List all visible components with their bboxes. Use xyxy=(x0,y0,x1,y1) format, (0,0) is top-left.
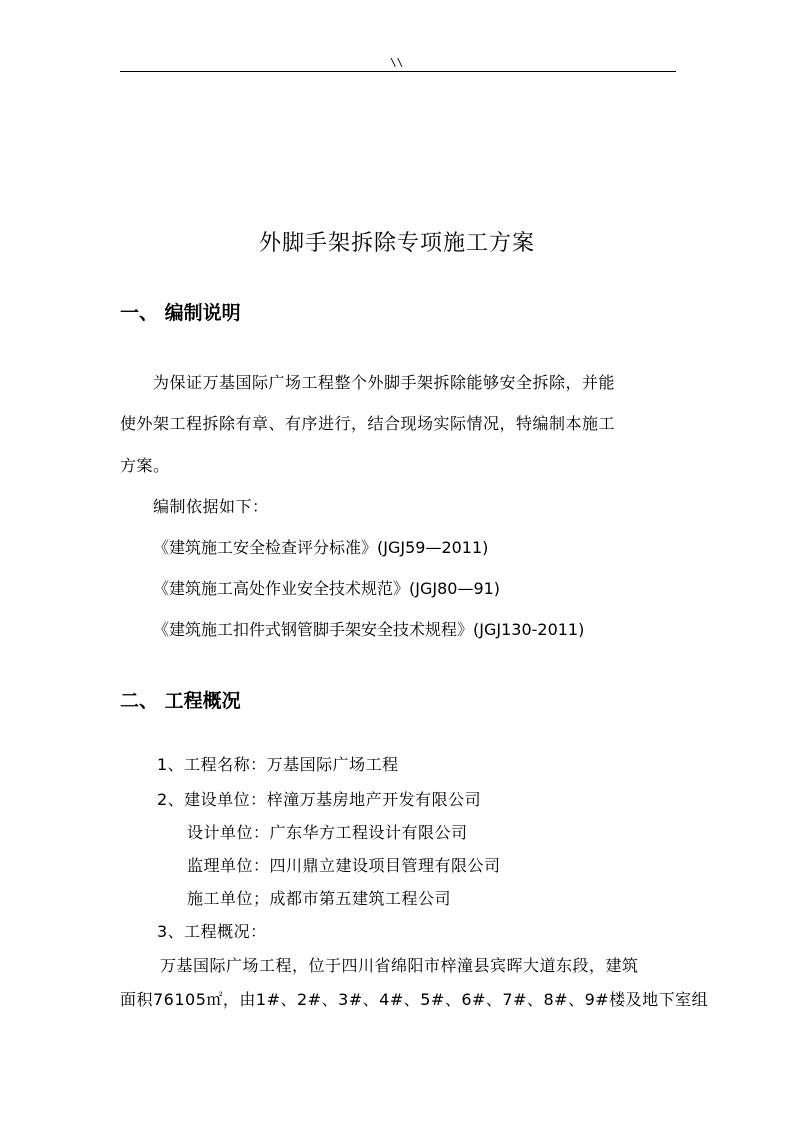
project-info-item: 3、工程概况： xyxy=(157,922,267,941)
project-info-item: 监理单位：四川鼎立建设项目管理有限公司 xyxy=(187,856,501,875)
overview-line: 万基国际广场工程，位于四川省绵阳市梓潼县宾晖大道东段，建筑 xyxy=(160,956,639,975)
project-info-item: 设计单位：广东华方工程设计有限公司 xyxy=(187,823,468,842)
reference-item: 《建筑施工扣件式钢管脚手架安全技术规程》(JGJ130-2011) xyxy=(153,620,585,639)
basis-intro: 编制依据如下： xyxy=(153,497,269,516)
reference-item: 《建筑施工安全检查评分标准》(JGJ59—2011) xyxy=(153,538,489,557)
section-1-paragraph-line: 使外架工程拆除有章、有序进行，结合现场实际情况，特编制本施工 xyxy=(120,414,616,433)
overview-line: 面积76105㎡，由1#、2#、3#、4#、5#、6#、7#、8#、9#楼及地下室组 xyxy=(120,990,709,1009)
section-1-paragraph-line: 方案。 xyxy=(120,456,170,475)
project-info-item: 1、工程名称：万基国际广场工程 xyxy=(157,755,399,774)
project-info-item: 施工单位；成都市第五建筑工程公司 xyxy=(187,889,452,908)
section-1-paragraph-line: 为保证万基国际广场工程整个外脚手架拆除能够安全拆除，并能 xyxy=(153,373,616,392)
header-rule xyxy=(120,71,676,72)
section-2-heading: 二、 工程概况 xyxy=(120,690,241,712)
section-1-heading: 一、 编制说明 xyxy=(120,302,241,324)
reference-item: 《建筑施工高处作业安全技术规范》(JGJ80—91) xyxy=(153,579,501,598)
project-info-item: 2、建设单位：梓潼万基房地产开发有限公司 xyxy=(157,790,482,809)
header-mark: \\ xyxy=(390,56,404,69)
document-title: 外脚手架拆除专项施工方案 xyxy=(258,231,535,256)
